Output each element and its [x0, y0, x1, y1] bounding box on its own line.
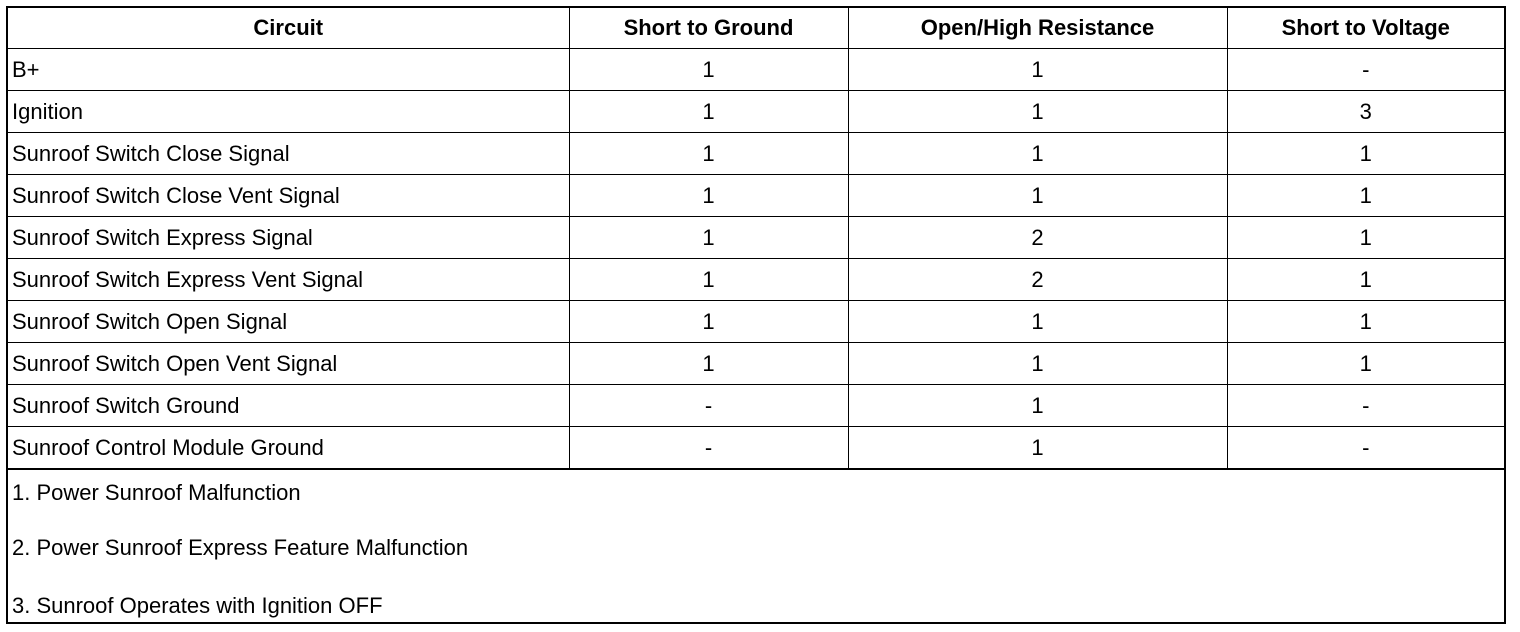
short-to-voltage-cell: - [1227, 49, 1504, 91]
open-high-resistance-cell: 1 [848, 49, 1227, 91]
short-to-ground-cell: 1 [569, 91, 848, 133]
circuit-cell: Sunroof Switch Ground [8, 385, 569, 427]
open-high-resistance-cell: 2 [848, 259, 1227, 301]
table-row [8, 175, 1504, 217]
header-open-high-resistance: Open/High Resistance [848, 8, 1227, 49]
circuit-cell: B+ [8, 49, 569, 91]
short-to-voltage-cell: 1 [1227, 217, 1504, 259]
footnotes [8, 469, 1504, 622]
table-row [8, 91, 1504, 133]
table-row [8, 133, 1504, 175]
short-to-voltage-cell: - [1227, 427, 1504, 469]
open-high-resistance-cell: 1 [848, 385, 1227, 427]
footnote-3: 3. Sunroof Operates with Ignition OFF [12, 593, 383, 618]
open-high-resistance-cell: 2 [848, 217, 1227, 259]
header-row [8, 8, 1504, 49]
short-to-voltage-cell: 1 [1227, 133, 1504, 175]
short-to-voltage-cell: 1 [1227, 343, 1504, 385]
footnote-2: 2. Power Sunroof Express Feature Malfunction [12, 535, 469, 560]
short-to-ground-cell: 1 [569, 217, 848, 259]
circuit-cell: Sunroof Switch Close Vent Signal [8, 175, 569, 217]
short-to-ground-cell: 1 [569, 175, 848, 217]
open-high-resistance-cell: 1 [848, 301, 1227, 343]
short-to-voltage-cell: 3 [1227, 91, 1504, 133]
diagnostic-table-frame [6, 6, 1506, 624]
open-high-resistance-cell: 1 [848, 343, 1227, 385]
table-row [8, 343, 1504, 385]
short-to-ground-cell: 1 [569, 259, 848, 301]
short-to-ground-cell: - [569, 385, 848, 427]
short-to-voltage-cell: 1 [1227, 175, 1504, 217]
short-to-voltage-cell: 1 [1227, 301, 1504, 343]
table-row [8, 49, 1504, 91]
table-row [8, 427, 1504, 469]
header-short-to-ground: Short to Ground [569, 8, 848, 49]
short-to-ground-cell: 1 [569, 343, 848, 385]
open-high-resistance-cell: 1 [848, 427, 1227, 469]
circuit-cell: Sunroof Switch Close Signal [8, 133, 569, 175]
short-to-ground-cell: 1 [569, 133, 848, 175]
circuit-cell: Sunroof Control Module Ground [8, 427, 569, 469]
circuit-cell: Sunroof Switch Open Signal [8, 301, 569, 343]
short-to-ground-cell: 1 [569, 49, 848, 91]
short-to-ground-cell: - [569, 427, 848, 469]
circuit-cell: Sunroof Switch Express Vent Signal [8, 259, 569, 301]
open-high-resistance-cell: 1 [848, 91, 1227, 133]
header-circuit: Circuit [8, 8, 569, 49]
table-row [8, 259, 1504, 301]
table-row [8, 385, 1504, 427]
header-short-to-voltage: Short to Voltage [1227, 8, 1504, 49]
short-to-voltage-cell: - [1227, 385, 1504, 427]
table-row [8, 217, 1504, 259]
short-to-voltage-cell: 1 [1227, 259, 1504, 301]
short-to-ground-cell: 1 [569, 301, 848, 343]
circuit-cell: Sunroof Switch Open Vent Signal [8, 343, 569, 385]
open-high-resistance-cell: 1 [848, 175, 1227, 217]
table-body [8, 49, 1504, 469]
circuit-cell: Sunroof Switch Express Signal [8, 217, 569, 259]
table-row [8, 301, 1504, 343]
circuit-fault-table [8, 8, 1504, 469]
open-high-resistance-cell: 1 [848, 133, 1227, 175]
circuit-cell: Ignition [8, 91, 569, 133]
footnote-1: 1. Power Sunroof Malfunction [12, 480, 301, 505]
